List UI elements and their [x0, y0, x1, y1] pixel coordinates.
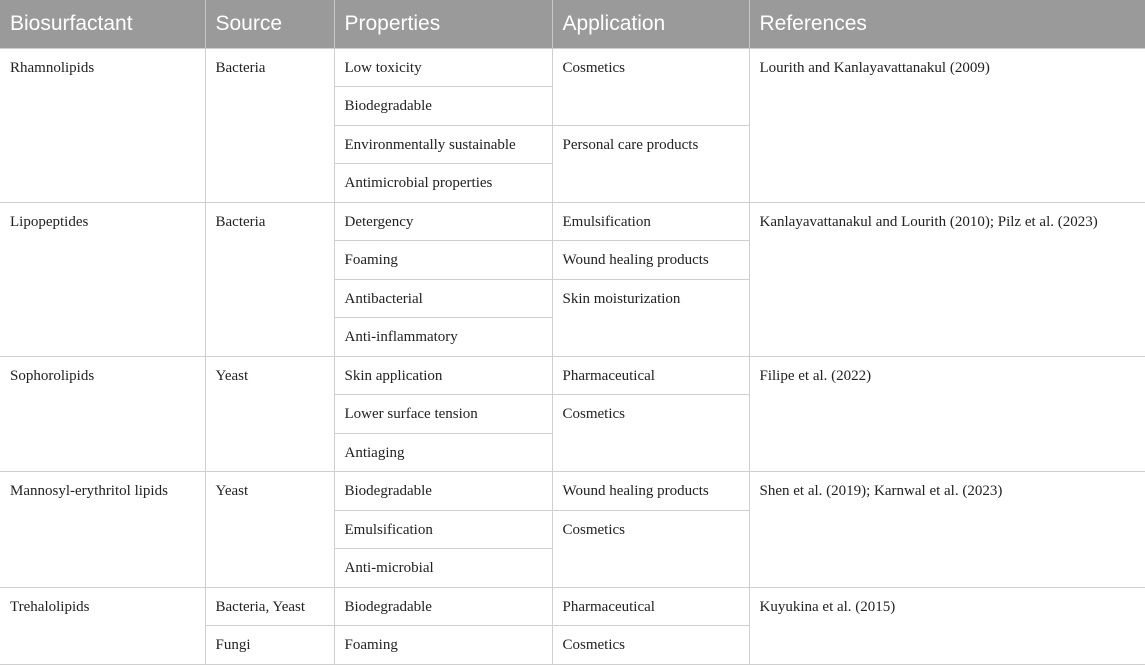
property-cell: Anti-microbial [334, 549, 552, 588]
header-application: Application [552, 0, 749, 48]
source-cell: Yeast [205, 356, 334, 472]
source-cell: Bacteria, Yeast [205, 587, 334, 626]
biosurfactant-cell: Trehalolipids [0, 587, 205, 664]
property-cell: Lower surface tension [334, 395, 552, 434]
application-cell: Pharmaceutical [552, 356, 749, 395]
property-cell: Biodegradable [334, 472, 552, 511]
source-cell: Bacteria [205, 48, 334, 202]
table-row [0, 587, 1145, 626]
property-cell: Foaming [334, 626, 552, 665]
property-cell: Emulsification [334, 510, 552, 549]
source-cell: Yeast [205, 472, 334, 588]
source-cell: Fungi [205, 626, 334, 665]
application-cell: Wound healing products [552, 472, 749, 511]
application-cell: Pharmaceutical [552, 587, 749, 626]
references-cell: Shen et al. (2019); Karnwal et al. (2023) [749, 472, 1145, 588]
header-properties: Properties [334, 0, 552, 48]
biosurfactant-cell: Rhamnolipids [0, 48, 205, 202]
application-cell: Personal care products [552, 125, 749, 202]
property-cell: Anti-inflammatory [334, 318, 552, 357]
references-cell: Lourith and Kanlayavattanakul (2009) [749, 48, 1145, 202]
application-cell: Cosmetics [552, 510, 749, 587]
header-references: References [749, 0, 1145, 48]
table-row [0, 48, 1145, 87]
table-row [0, 202, 1145, 241]
table-row [0, 356, 1145, 395]
application-cell: Cosmetics [552, 395, 749, 472]
property-cell: Skin application [334, 356, 552, 395]
header-biosurfactant: Biosurfactant [0, 0, 205, 48]
property-cell: Biodegradable [334, 587, 552, 626]
references-cell: Filipe et al. (2022) [749, 356, 1145, 472]
biosurfactant-cell: Mannosyl-erythritol lipids [0, 472, 205, 588]
biosurfactant-cell: Lipopeptides [0, 202, 205, 356]
references-cell: Kuyukina et al. (2015) [749, 587, 1145, 664]
property-cell: Biodegradable [334, 87, 552, 126]
property-cell: Antibacterial [334, 279, 552, 318]
application-cell: Cosmetics [552, 626, 749, 665]
biosurfactant-cell: Sophorolipids [0, 356, 205, 472]
header-row [0, 0, 1145, 48]
property-cell: Low toxicity [334, 48, 552, 87]
property-cell: Environmentally sustainable [334, 125, 552, 164]
header-source: Source [205, 0, 334, 48]
application-cell: Skin moisturization [552, 279, 749, 356]
application-cell: Cosmetics [552, 48, 749, 125]
application-cell: Wound healing products [552, 241, 749, 280]
application-cell: Emulsification [552, 202, 749, 241]
property-cell: Detergency [334, 202, 552, 241]
source-cell: Bacteria [205, 202, 334, 356]
property-cell: Antimicrobial properties [334, 164, 552, 203]
property-cell: Antiaging [334, 433, 552, 472]
references-cell: Kanlayavattanakul and Lourith (2010); Pilz et al. (2023) [749, 202, 1145, 356]
table-row [0, 472, 1145, 511]
property-cell: Foaming [334, 241, 552, 280]
